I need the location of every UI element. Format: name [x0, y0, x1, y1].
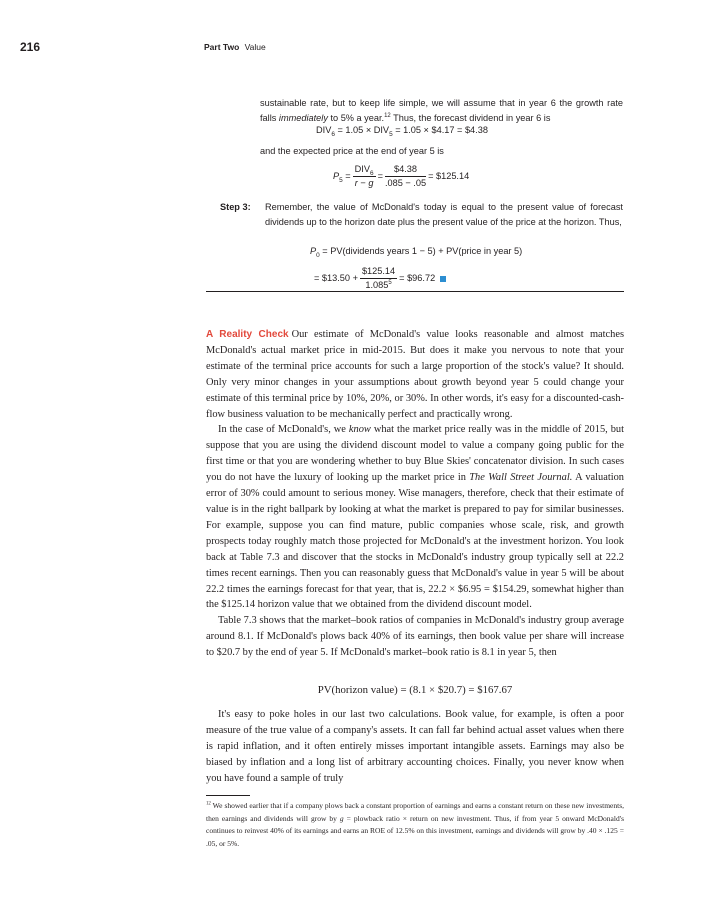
paragraph-mcdonalds: In the case of McDonald's, we know what the market price really was in the middle of 2015, but suppose that you are using the dividend discount model to value a company going public for the first time or that you are wondering whether to buy Blue Skies' concatenator division. In such cases you do not have the luxury of looking up the market price in The Wall Street Journal. A valuation error of 30% could amount to serious money. Wise managers, therefore, check that their estimate of value is in the right ballpark by looking at what the market is prepared to pay for similar businesses. For example, suppose you can find mature, public companies whose scale, risk, and growth prospects today roughly match those projected for McDonald's at the investment horizon. You look back at Table 7.3 and discover that the stocks in McDonald's industry group typically sell at 22.2 times recent earnings. Then you can reasonably guess that McDonald's value in year 5 will be about 22.2 times the earnings forecast for that year, that is, 22.2 × $6.95 = $154.29, somewhat higher than the $125.14 horizon value that we obtained from the dividend discount model.: [206, 424, 625, 611]
section-label: Value: [244, 42, 266, 52]
fraction-numeric: $\frac{\$4.38}{.085 - .05}$: [384, 164, 427, 188]
equation-horizon-value: PV(horizon value) = (8.1 × $20.7) = $167.67: [317, 684, 513, 696]
step-3-text: Remember, the value of McDonald's today is equal to the present value of forecast dividends up to the horizon date plus the present value of the price at the horizon. Thus,: [265, 202, 623, 227]
example-intro: sustainable rate, but to keep life simple, we will assume that in year 6 the growth rate falls immediately to 5% a year.$^{12}$ Thus, the forecast dividend in year 6 is: [260, 98, 623, 123]
example-bottom-rule: [206, 291, 624, 292]
paragraph-poke-holes: It's easy to poke holes in our last two calculations. Book value, for example, is often a poor measure of the true value of a company's assets. It can fall far behind actual asset values when there is rapid inflation, and it often entirely misses important intangible assets. Earnings may also be biased by inflation and a long list of arbitrary accounting choices. Finally, you never know when you have found a sample of truly: [206, 709, 624, 784]
equation-div6: $DIV_6 = 1.05 \times DIV_5 = 1.05$ × $4.17 = $4.38: [316, 125, 488, 138]
fraction-pv: $\frac{\$125.14}{1.085^5}$: [361, 266, 396, 290]
equation-p0: $P_0$ = PV(dividends years 1 − 5) + PV(price in year 5): [310, 246, 523, 259]
emphasis-immediately: immediately: [278, 113, 328, 123]
page-number: 216: [20, 40, 41, 54]
part-label: Part Two: [204, 42, 240, 52]
price-intro: and the expected price at the end of year 5 is: [260, 146, 444, 156]
footnote-rule: [206, 795, 250, 796]
equation-pv: = $13.50 + $\frac{\$125.14}{1.085^5}$ = $96.72: [314, 266, 446, 291]
paragraph-reality-check: A Reality Check Our estimate of McDonald's value looks reasonable and almost matches McDonald's actual market price in mid-2015. But does it make you nervous to note that your estimate of the terminal price accounts for such a large proportion of the stock's value? It should. Only very minor changes in your assumptions about growth beyond year 5 could change your estimate of this terminal price by 10%, 20%, or 30%. In other words, it's easy for a discounted-cash-flow business valuation to be mechanically perfect and practically wrong.: [206, 329, 624, 420]
body-text-continued: [206, 707, 624, 787]
footnote-ref[interactable]: 12: [384, 112, 391, 119]
example-end-icon: [440, 276, 446, 282]
reality-check-heading: A Reality Check: [206, 329, 289, 340]
fraction-div6-over-r-minus-g: $\frac{DIV_6}{r - g}$: [354, 164, 374, 188]
equation-p5: $P_5$ = $\frac{DIV_6}{r - g}$ = $\frac{\$4.38}{.085 - .05}$ = $125.14: [333, 164, 470, 188]
footnote-12: $^{12}$ We showed earlier that if a company plows back a constant proportion of earnings and earns a constant return on these new investments, then earnings and dividends will grow by g = plowback ratio × return on new investment. Thus, if from year 5 onward McDonald's continues to reinvest 40% of its earnings and earns an ROE of 12.5% on this investment, earnings and dividends will grow by .40 × .125 = .05, or 5%.: [206, 801, 624, 848]
body-text: [206, 327, 624, 661]
step-3-label: Step 3:: [220, 202, 251, 212]
paragraph-market-book: Table 7.3 shows that the market–book ratios of companies in McDonald's industry group average around 8.1. If McDonald's plows back 40% of its earnings, then book value per share will increase to $20.7 by the end of year 5. If McDonald's market–book ratio is 8.1 in year 5, then: [206, 615, 624, 659]
running-header: [204, 42, 266, 52]
